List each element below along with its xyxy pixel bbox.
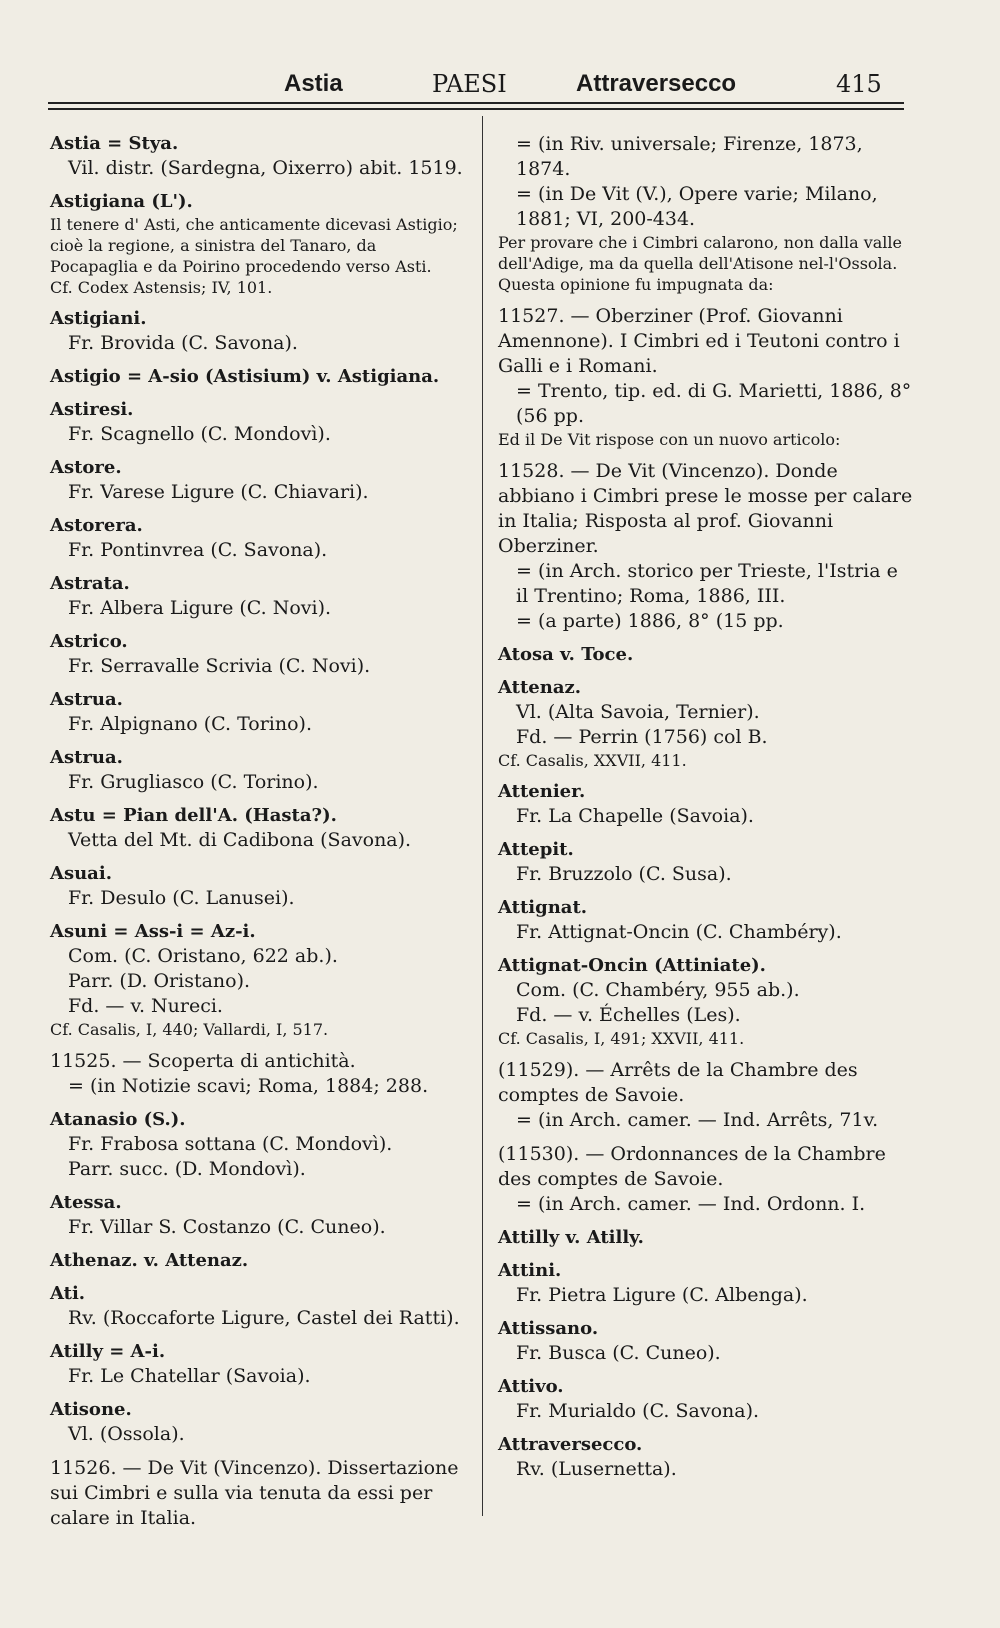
entry — [498, 1142, 916, 1217]
entry-headword: Astore. — [50, 457, 122, 478]
entry-line: Rv. (Roccaforte Ligure, Castel dei Ratti). — [68, 1307, 460, 1329]
entry — [498, 1317, 916, 1366]
entry-headword: Atanasio (S.). — [50, 1109, 186, 1130]
entry-headword: Astigiana (L'). — [50, 191, 193, 212]
entry-line: Fr. Alpignano (C. Torino). — [68, 713, 313, 735]
entry-line: = (in Notizie scavi; Roma, 1884; 288. — [68, 1075, 429, 1097]
entry — [50, 862, 468, 911]
entry-line: Fr. Villar S. Costanzo (C. Cuneo). — [68, 1216, 386, 1238]
entry-headword: Atisone. — [50, 1399, 132, 1420]
entry-headword: Astigio = A-sio (Astisium) v. Astigiana. — [50, 366, 440, 387]
entry-line: Fd. — v. Échelles (Les). — [516, 1004, 741, 1026]
entry-citation: 11527. — Oberziner (Prof. Giovanni Amennone). I Cimbri ed i Teutoni contro i Galli e i Romani. — [498, 305, 900, 377]
entry-note: Cf. Codex Astensis; IV, 101. — [50, 278, 273, 297]
entry-line: Fr. Pietra Ligure (C. Albenga). — [516, 1284, 808, 1306]
entry-line: = (in Riv. universale; Firenze, 1873, 1874. — [516, 133, 863, 180]
entry-line: Fr. Le Chatellar (Savoia). — [68, 1365, 311, 1387]
entry-note: Cf. Casalis, I, 491; XXVII, 411. — [498, 1029, 745, 1048]
entry-line: Fr. La Chapelle (Savoia). — [516, 805, 754, 827]
entry-line: Fr. Bruzzolo (C. Susa). — [516, 863, 732, 885]
entry — [498, 896, 916, 945]
entry-citation: 11525. — Scoperta di antichità. — [50, 1050, 356, 1072]
entry-line: Fr. Varese Ligure (C. Chiavari). — [68, 481, 369, 503]
entry — [50, 365, 468, 389]
entry-note: Cf. Casalis, XXVII, 411. — [498, 751, 687, 770]
entry-headword: Asuai. — [50, 863, 112, 884]
entry-line: Com. (C. Oristano, 622 ab.). — [68, 945, 338, 967]
entry-headword: Astrua. — [50, 747, 123, 768]
entry-headword: Astorera. — [50, 515, 143, 536]
entry — [50, 398, 468, 447]
entry — [50, 920, 468, 1040]
page-number: 415 — [836, 70, 882, 98]
entry — [498, 1226, 916, 1250]
entry-line: Fr. Scagnello (C. Mondovì). — [68, 423, 331, 445]
entry — [50, 630, 468, 679]
header-center-word: PAESI — [432, 70, 507, 98]
entry-line: Parr. succ. (D. Mondovì). — [68, 1158, 306, 1180]
entry — [50, 688, 468, 737]
entry-line: Fr. Serravalle Scrivia (C. Novi). — [68, 655, 371, 677]
entry — [498, 838, 916, 887]
entry — [50, 514, 468, 563]
entry-line: Fr. Grugliasco (C. Torino). — [68, 771, 319, 793]
entry-note: Ed il De Vit rispose con un nuovo articolo: — [498, 430, 841, 449]
entry-line: Fd. — v. Nureci. — [68, 995, 223, 1017]
entry — [50, 456, 468, 505]
entry-headword: Attilly v. Atilly. — [498, 1227, 644, 1248]
entry-line: = (a parte) 1886, 8° (15 pp. — [516, 610, 784, 632]
entry — [498, 780, 916, 829]
entry — [50, 1340, 468, 1389]
entry-note: Per provare che i Cimbri calarono, non dalla valle dell'Adige, ma da quella dell'Atisone nel-l'Ossola. Questa opinione fu impugnata da: — [498, 233, 902, 294]
entry-line: Fr. Murialdo (C. Savona). — [516, 1400, 760, 1422]
entry-headword: Attepit. — [498, 839, 574, 860]
entry — [498, 676, 916, 771]
entry-line: Vil. distr. (Sardegna, Oixerro) abit. 1519. — [68, 157, 463, 179]
entry-headword: Atilly = A-i. — [50, 1341, 166, 1362]
column-divider — [482, 116, 483, 1516]
entry-line: Fr. Desulo (C. Lanusei). — [68, 887, 295, 909]
entry-headword: Attenaz. — [498, 677, 581, 698]
entry-line: Fr. Attignat-Oncin (C. Chambéry). — [516, 921, 842, 943]
entry — [498, 954, 916, 1049]
entry-line: = Trento, tip. ed. di G. Marietti, 1886, 8° (56 pp. — [516, 380, 912, 427]
entry-headword: Astrata. — [50, 573, 130, 594]
entry — [50, 1191, 468, 1240]
entry-headword: Attissano. — [498, 1318, 599, 1339]
entry-headword: Atessa. — [50, 1192, 122, 1213]
entry — [498, 1375, 916, 1424]
entry-line: Vetta del Mt. di Cadibona (Savona). — [68, 829, 412, 851]
entry — [50, 746, 468, 795]
entry-headword: Astu = Pian dell'A. (Hasta?). — [50, 805, 337, 826]
entry — [498, 1058, 916, 1133]
entry — [50, 190, 468, 298]
entry-headword: Athenaz. v. Attenaz. — [50, 1250, 249, 1271]
entry — [498, 643, 916, 667]
entry — [50, 307, 468, 356]
entry-headword: Asuni = Ass-i = Az-i. — [50, 921, 256, 942]
entry-note: Il tenere d' Asti, che anticamente dicevasi Astigio; cioè la regione, a sinistra del Tanaro, da Pocapaglia e da Poirino procedendo verso Asti. — [50, 215, 458, 276]
entry-headword: Astigiani. — [50, 308, 147, 329]
entry-headword: Attenier. — [498, 781, 586, 802]
entry-headword: Attini. — [498, 1260, 562, 1281]
entry-headword: Astrua. — [50, 689, 123, 710]
entry — [50, 1108, 468, 1182]
entry — [498, 304, 916, 450]
entry — [50, 132, 468, 181]
entry-line: = (in De Vit (V.), Opere varie; Milano, 1881; VI, 200-434. — [516, 183, 878, 230]
entry-line: Fr. Brovida (C. Savona). — [68, 332, 298, 354]
entry-line: Fr. Busca (C. Cuneo). — [516, 1342, 721, 1364]
entry — [498, 1259, 916, 1308]
entry-headword: Attignat-Oncin (Attiniate). — [498, 955, 766, 976]
entry-line: Fr. Frabosa sottana (C. Mondovì). — [68, 1133, 393, 1155]
entry — [498, 459, 916, 634]
entry-headword: Astia = Stya. — [50, 133, 179, 154]
entry — [50, 1249, 468, 1273]
entry — [498, 132, 916, 295]
entry-line: Fr. Albera Ligure (C. Novi). — [68, 597, 332, 619]
entry-headword: Attraversecco. — [498, 1434, 643, 1455]
right-column — [498, 132, 916, 1491]
entry-line: Fd. — Perrin (1756) col B. — [516, 726, 768, 748]
left-column — [50, 132, 468, 1540]
entry-headword: Attivo. — [498, 1376, 564, 1397]
entry-headword: Attignat. — [498, 897, 588, 918]
header-rule-bottom — [48, 108, 904, 110]
entry-headword: Atosa v. Toce. — [498, 644, 634, 665]
entry-headword: Astrico. — [50, 631, 128, 652]
entry-line: Rv. (Lusernetta). — [516, 1458, 677, 1480]
entry-citation: 11526. — De Vit (Vincenzo). Dissertazione sui Cimbri e sulla via tenuta da essi per calare in Italia. — [50, 1457, 459, 1529]
entry-note: Cf. Casalis, I, 440; Vallardi, I, 517. — [50, 1020, 329, 1039]
entry-line: Fr. Pontinvrea (C. Savona). — [68, 539, 328, 561]
entry-line: Parr. (D. Oristano). — [68, 970, 251, 992]
entry — [50, 1456, 468, 1531]
header-left-word: Astia — [284, 70, 343, 97]
entry — [50, 1398, 468, 1447]
entry-line: Vl. (Alta Savoia, Ternier). — [516, 701, 760, 723]
entry — [498, 1433, 916, 1482]
entry-line: = (in Arch. camer. — Ind. Ordonn. I. — [516, 1193, 866, 1215]
entry-citation: (11530). — Ordonnances de la Chambre des comptes de Savoie. — [498, 1143, 886, 1190]
header-right-word: Attraversecco — [576, 70, 737, 97]
entry — [50, 1049, 468, 1099]
entry-citation: (11529). — Arrêts de la Chambre des comptes de Savoie. — [498, 1059, 858, 1106]
entry — [50, 572, 468, 621]
entry — [50, 804, 468, 853]
entry — [50, 1282, 468, 1331]
entry-line: Vl. (Ossola). — [68, 1423, 185, 1445]
entry-headword: Ati. — [50, 1283, 86, 1304]
entry-line: = (in Arch. storico per Trieste, l'Istria e il Trentino; Roma, 1886, III. — [516, 560, 898, 607]
entry-line: = (in Arch. camer. — Ind. Arrêts, 71v. — [516, 1109, 879, 1131]
entry-line: Com. (C. Chambéry, 955 ab.). — [516, 979, 800, 1001]
header-rule-top — [48, 102, 904, 104]
entry-headword: Astiresi. — [50, 399, 134, 420]
entry-citation: 11528. — De Vit (Vincenzo). Donde abbiano i Cimbri prese le mosse per calare in Italia; Risposta al prof. Giovanni Oberziner. — [498, 460, 913, 557]
